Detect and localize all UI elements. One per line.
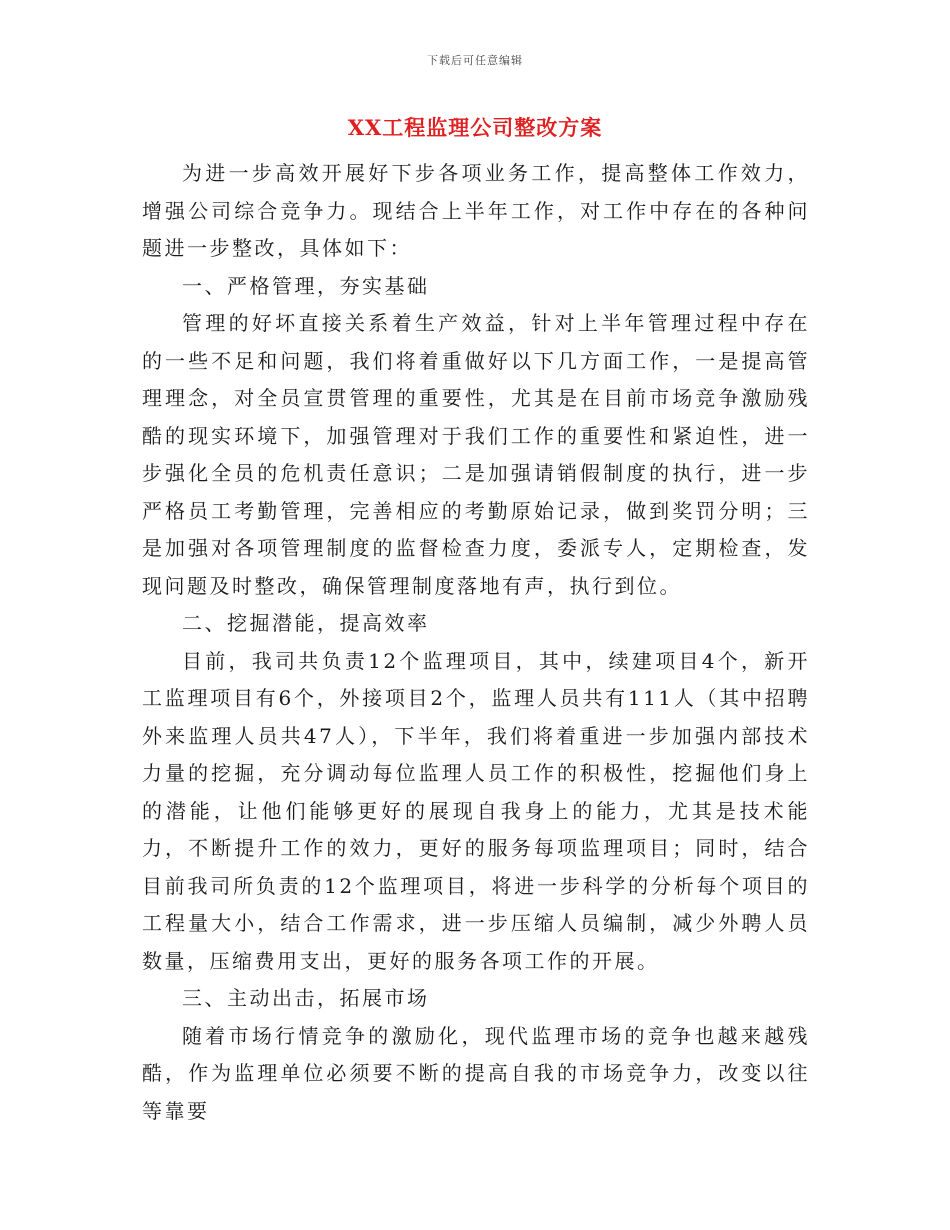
document-title: XX工程监理公司整改方案 [347,115,603,140]
section-paragraph-3: 随着市场行情竞争的激励化，现代监理市场的竞争也越来越残酷，作为监理单位必须要不断的提高自我的市场竞争力，改变以往等靠要 [142,1023,810,1123]
document-body [142,155,810,1130]
section-heading-1: 一、严格管理，夯实基础 [182,273,430,298]
section-heading-3: 三、主动出击，拓展市场 [182,986,430,1010]
section-paragraph-1: 管理的好坏直接关系着生产效益，针对上半年管理过程中存在的一些不足和问题，我们将着重做好以下几方面工作，一是提高管理理念，对全员宣贯管理的重要性，尤其是在目前市场竞争激励残酷的现实环境下，加强管理对于我们工作的重要性和紧迫性，进一步强化全员的危机责任意识；二是加强请销假制度的执行，进一步严格员工考勤管理，完善相应的考勤原始记录，做到奖罚分明；三是加强对各项管理制度的监督检查力度，委派专人，定期检查，发现问题及时整改，确保管理制度落地有声，执行到位。 [142,311,810,598]
section-paragraph-2: 目前，我司共负责12个监理项目，其中，续建项目4个，新开工监理项目有6个，外接项目2个，监理人员共有111人（其中招聘外来监理人员共47人），下半年，我们将着重进一步加强内部技术力量的挖掘，充分调动每位监理人员工作的积极性，挖掘他们身上的潜能，让他们能够更好的展现自我身上的能力，尤其是技术能力，不断提升工作的效力，更好的服务每项监理项目；同时，结合目前我司所负责的12个监理项目，将进一步科学的分析每个项目的工程量大小，结合工作需求，进一步压缩人员编制，减少外聘人员数量，压缩费用支出，更好的服务各项工作的开展。 [142,648,810,973]
section-heading-2: 二、挖掘潜能，提高效率 [182,611,430,635]
intro-paragraph: 为进一步高效开展好下步各项业务工作，提高整体工作效力，增强公司综合竞争力。现结合上半年工作，对工作中存在的各种问题进一步整改，具体如下： [142,161,810,260]
header-note: 下载后可任意编辑 [427,54,523,67]
